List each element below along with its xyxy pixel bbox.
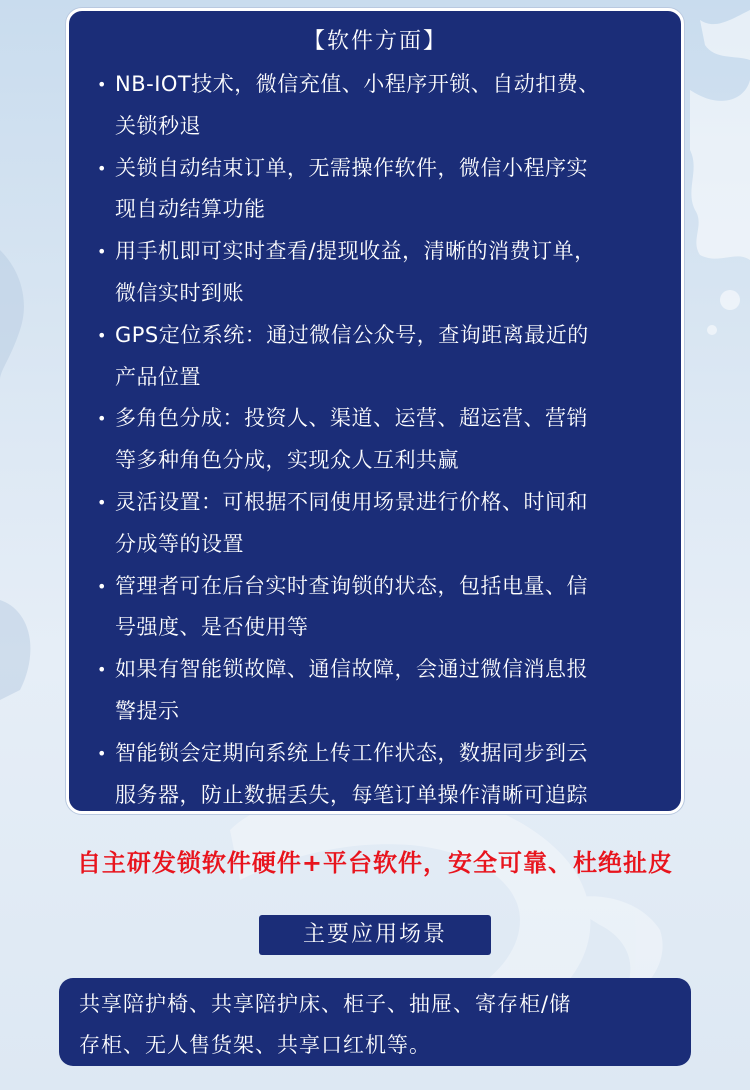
feature-text: 多角色分成：投资人、渠道、运营、超运营、营销 等多种角色分成，实现众人互利共赢 bbox=[115, 406, 588, 473]
bullet-icon: • bbox=[97, 325, 107, 345]
feature-text: 关锁自动结束订单，无需操作软件，微信小程序实 现自动结算功能 bbox=[115, 155, 588, 222]
feature-item bbox=[95, 566, 655, 650]
feature-item bbox=[95, 649, 655, 733]
bullet-icon: • bbox=[97, 660, 107, 680]
software-section-title: 【软件方面】 bbox=[302, 29, 447, 54]
application-scenes-panel bbox=[59, 978, 691, 1066]
feature-text: 如果有智能锁故障、通信故障，会通过微信消息报 警提示 bbox=[115, 657, 588, 723]
feature-item bbox=[95, 398, 655, 482]
slogan-text: 自主研发锁软件硬件+平台软件，安全可靠、杜绝扯皮 bbox=[76, 849, 674, 877]
bullet-icon: • bbox=[97, 75, 107, 94]
feature-text: 智能锁会定期向系统上传工作状态，数据同步到云 服务器，防止数据丢失，每笔订单操作清晰可追踪 bbox=[115, 740, 588, 807]
feature-list bbox=[95, 64, 655, 816]
feature-item bbox=[95, 482, 655, 566]
feature-text: 灵活设置：可根据不同使用场景进行价格、时间和 分成等的设置 bbox=[115, 489, 588, 556]
software-features-panel bbox=[66, 8, 684, 814]
feature-item bbox=[95, 315, 655, 399]
bullet-icon: • bbox=[97, 158, 107, 178]
bullet-icon: • bbox=[97, 743, 107, 763]
feature-item bbox=[95, 64, 655, 148]
feature-text: NB-IOT技术，微信充值、小程序开锁、自动扣费、 关锁秒退 bbox=[115, 72, 600, 138]
application-scenes-text: 共享陪护椅、共享陪护床、柜子、抽屉、寄存柜/储 存柜、无人售货架、共享口红机等。 bbox=[79, 992, 572, 1057]
application-scenes-heading: 主要应用场景 bbox=[259, 915, 491, 955]
bullet-icon: • bbox=[97, 576, 107, 596]
bullet-icon: • bbox=[97, 492, 107, 512]
feature-text: GPS定位系统：通过微信公众号，查询距离最近的 产品位置 bbox=[115, 322, 589, 389]
bullet-icon: • bbox=[97, 242, 107, 262]
bullet-icon: • bbox=[97, 409, 107, 429]
feature-text: 用手机即可实时查看/提现收益，清晰的消费订单， 微信实时到账 bbox=[115, 239, 596, 305]
feature-item bbox=[95, 231, 655, 315]
feature-item bbox=[95, 148, 655, 232]
feature-item bbox=[95, 733, 655, 817]
feature-text: 管理者可在后台实时查询锁的状态，包括电量、信 号强度、是否使用等 bbox=[115, 573, 588, 640]
